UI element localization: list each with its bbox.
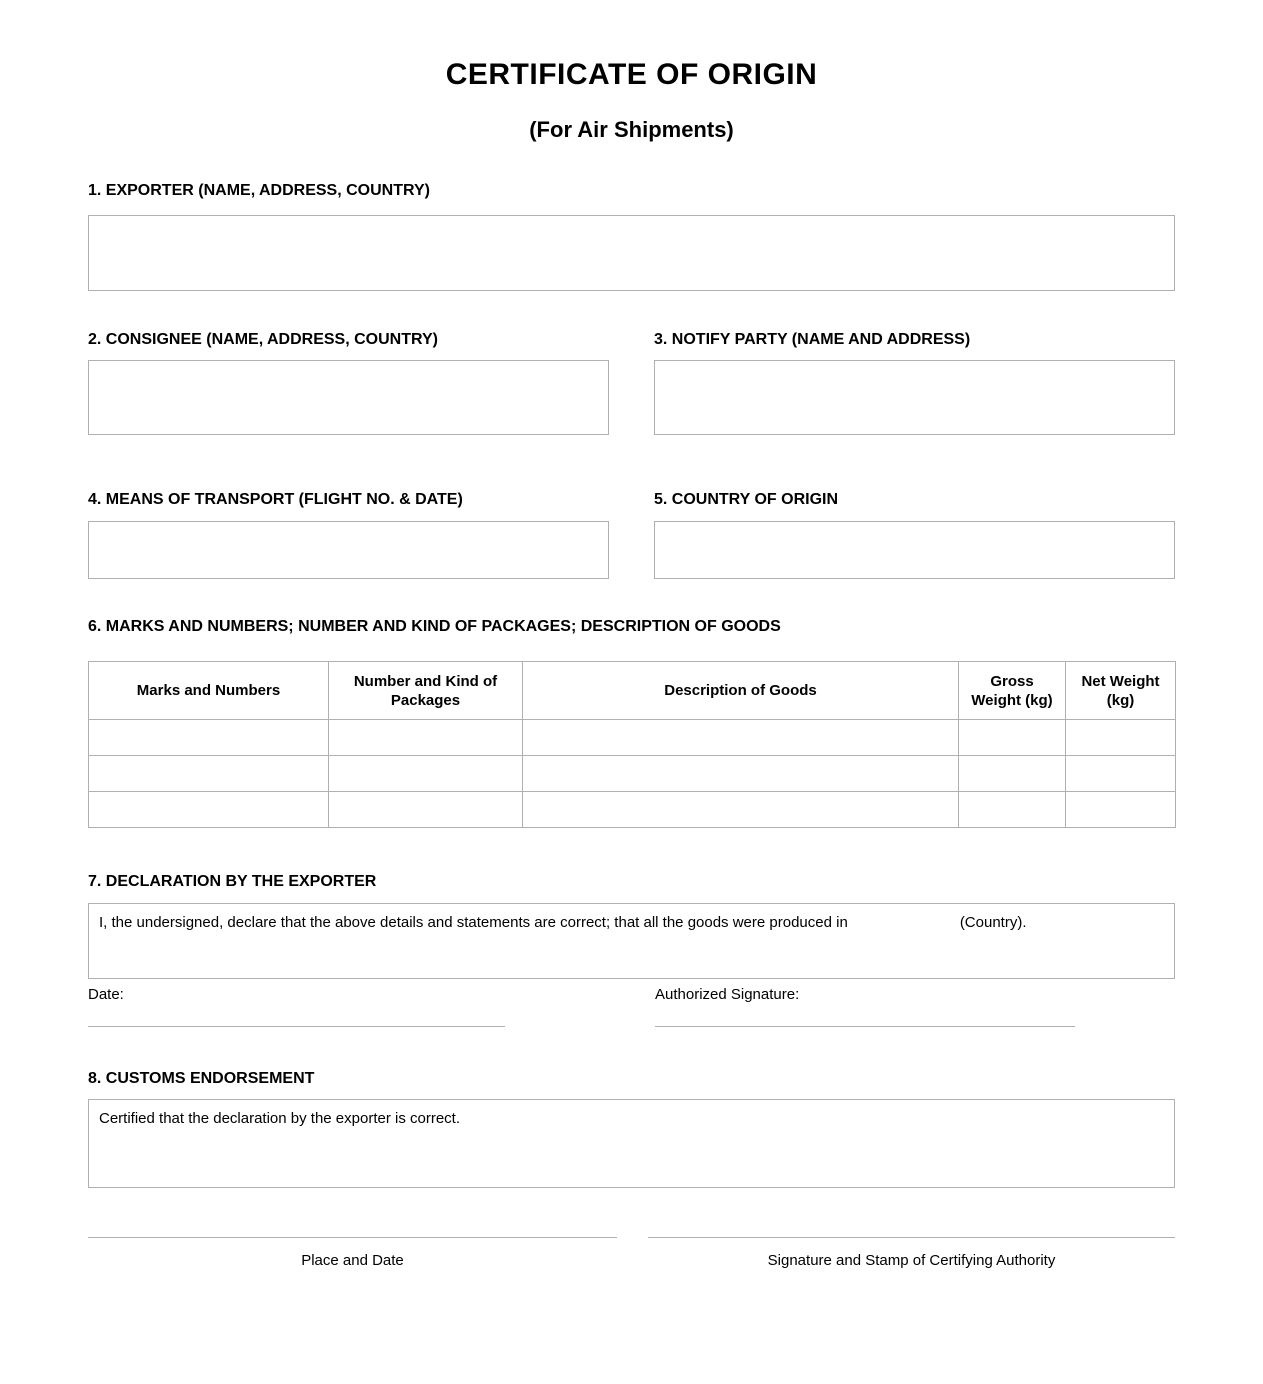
certificate-page xyxy=(88,58,1175,1270)
place-and-date-label: Place and Date xyxy=(301,1252,404,1269)
table-row xyxy=(89,792,1176,828)
table-cell[interactable] xyxy=(89,792,329,828)
table-cell[interactable] xyxy=(329,756,523,792)
column-header-gross-weight: Gross Weight (kg) xyxy=(959,662,1066,720)
date-label: Date: xyxy=(88,986,124,1003)
column-header-packages: Number and Kind of Packages xyxy=(329,662,523,720)
goods-table xyxy=(88,661,1176,828)
certifying-authority-label: Signature and Stamp of Certifying Authority xyxy=(767,1252,1056,1269)
goods-table-body xyxy=(89,720,1176,828)
table-cell[interactable] xyxy=(523,720,959,756)
page-subtitle: (For Air Shipments) xyxy=(529,117,734,142)
means-of-transport-field[interactable] xyxy=(88,521,609,579)
customs-endorsement-text: Certified that the declaration by the exporter is correct. xyxy=(99,1110,461,1127)
goods-section-label: 6. MARKS AND NUMBERS; NUMBER AND KIND OF PACKAGES; DESCRIPTION OF GOODS xyxy=(88,618,781,635)
table-cell[interactable] xyxy=(1066,792,1176,828)
customs-endorsement-box xyxy=(88,1099,1175,1188)
table-cell[interactable] xyxy=(1066,720,1176,756)
date-signature-line[interactable] xyxy=(88,1026,505,1027)
notify-party-label: 3. NOTIFY PARTY (NAME AND ADDRESS) xyxy=(654,331,971,348)
declaration-country-suffix: (Country). xyxy=(959,914,1027,931)
table-cell[interactable] xyxy=(959,756,1066,792)
notify-party-field[interactable] xyxy=(654,360,1175,435)
authorized-signature-line[interactable] xyxy=(655,1026,1075,1027)
exporter-label: 1. EXPORTER (NAME, ADDRESS, COUNTRY) xyxy=(88,182,430,199)
table-cell[interactable] xyxy=(959,720,1066,756)
customs-endorsement-label: 8. CUSTOMS ENDORSEMENT xyxy=(88,1070,315,1087)
certifying-authority-line[interactable] xyxy=(648,1237,1175,1238)
goods-table-header-row xyxy=(89,662,1176,720)
country-blank-field[interactable] xyxy=(848,913,960,927)
table-cell[interactable] xyxy=(89,720,329,756)
table-row xyxy=(89,720,1176,756)
table-cell[interactable] xyxy=(329,792,523,828)
declaration-box xyxy=(88,903,1175,979)
declaration-label: 7. DECLARATION BY THE EXPORTER xyxy=(88,873,377,890)
authorized-signature-label: Authorized Signature: xyxy=(655,986,800,1003)
column-header-marks: Marks and Numbers xyxy=(89,662,329,720)
table-cell[interactable] xyxy=(329,720,523,756)
column-header-description: Description of Goods xyxy=(523,662,959,720)
exporter-field[interactable] xyxy=(88,215,1175,291)
country-of-origin-label: 5. COUNTRY OF ORIGIN xyxy=(654,491,839,508)
means-of-transport-label: 4. MEANS OF TRANSPORT (FLIGHT NO. & DATE) xyxy=(88,491,463,508)
table-cell[interactable] xyxy=(959,792,1066,828)
table-cell[interactable] xyxy=(523,792,959,828)
declaration-text: I, the undersigned, declare that the above details and statements are correct; that all the goods were produced in xyxy=(99,914,848,931)
page-title: CERTIFICATE OF ORIGIN xyxy=(445,58,818,91)
table-cell[interactable] xyxy=(523,756,959,792)
table-cell[interactable] xyxy=(89,756,329,792)
country-of-origin-field[interactable] xyxy=(654,521,1175,579)
consignee-label: 2. CONSIGNEE (NAME, ADDRESS, COUNTRY) xyxy=(88,331,438,348)
place-and-date-line[interactable] xyxy=(88,1237,617,1238)
table-row xyxy=(89,756,1176,792)
consignee-field[interactable] xyxy=(88,360,609,435)
table-cell[interactable] xyxy=(1066,756,1176,792)
column-header-net-weight: Net Weight (kg) xyxy=(1066,662,1176,720)
